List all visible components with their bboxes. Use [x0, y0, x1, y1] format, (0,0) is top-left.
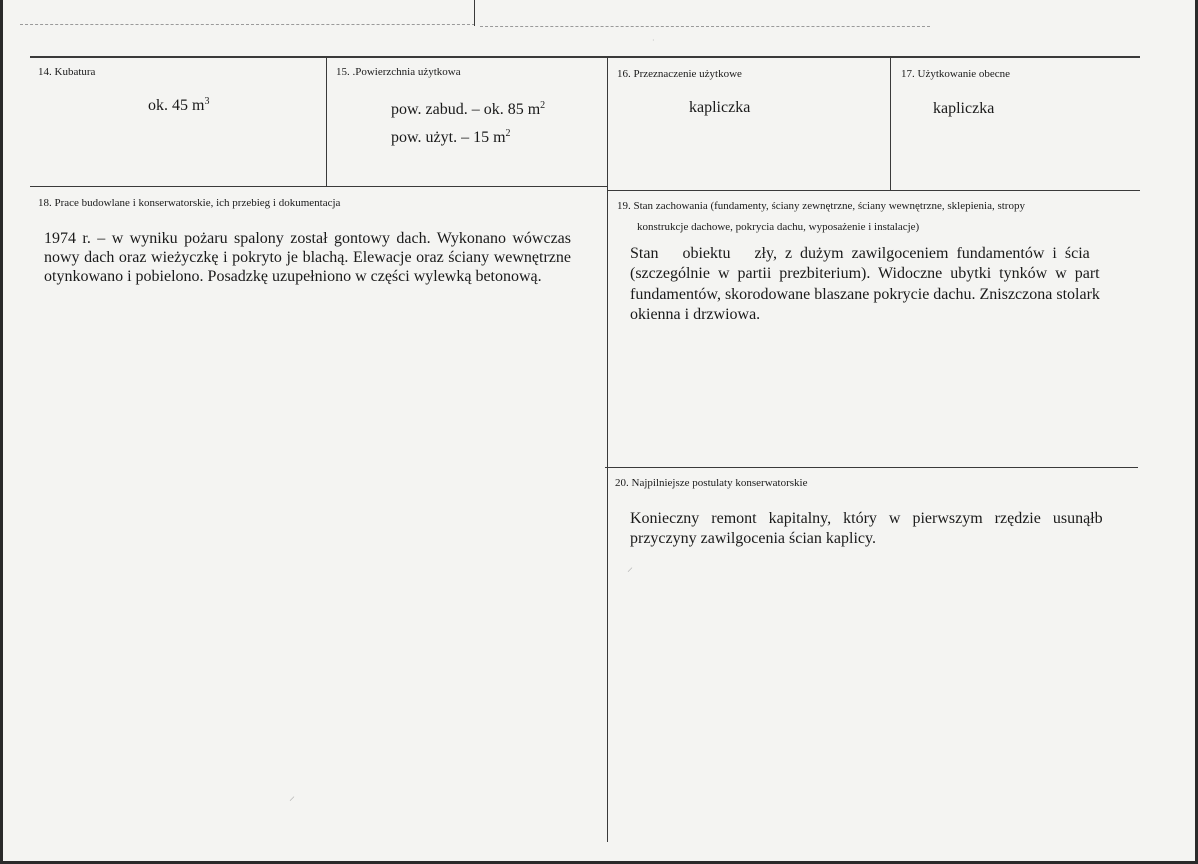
f15-line2-text: pow. użyt. – 15 m: [391, 129, 506, 146]
top-dashed-rule-right: [480, 26, 930, 27]
f15-line1: [391, 101, 545, 119]
scan-speck: ⸍: [627, 565, 634, 579]
f19-line-4: okienna i drzwiowa.: [630, 306, 761, 323]
f15-line1-text: pow. zabud. – ok. 85 m: [391, 101, 541, 118]
f17-label: 17. Użytkowanie obecne: [901, 68, 1011, 80]
table-top-rule: [30, 56, 1140, 58]
scan-speck: ·: [652, 36, 655, 45]
f19-line-3: fundamentów, skorodowane blaszane pokrycie dachu. Zniszczona stolark: [630, 286, 1100, 303]
f19-line-1: Stan obiektu zły, z dużym zawilgoceniem fundamentów i ścia: [630, 245, 1090, 262]
f14-label: 14. Kubatura: [38, 66, 96, 78]
f14-value-text: ok. 45 m: [148, 97, 205, 114]
f19-line-2: (szczególnie w partii prezbiterium). Widoczne ubytki tynków w part: [630, 265, 1100, 282]
f18-label: 18. Prace budowlane i konserwatorskie, ich przebieg i dokumentacja: [38, 197, 341, 209]
f17-value: kapliczka: [933, 100, 995, 117]
col-divider-main: [607, 57, 608, 842]
f20-label: 20. Najpilniejsze postulaty konserwatorskie: [615, 477, 808, 489]
row1-bottom-rule-right: [608, 190, 1140, 191]
f20-text: [630, 509, 1141, 553]
scan-speck: ⸍: [289, 794, 296, 808]
col-divider-1: [326, 57, 327, 187]
top-stub-divider: [474, 0, 475, 26]
f20-line-1: Konieczny remont kapitalny, który w pierwszym rzędzie usunąłb: [630, 510, 1103, 527]
f15-line2: [391, 129, 511, 147]
f20-line-2: przyczyny zawilgocenia ścian kaplicy.: [630, 530, 876, 547]
f19-label-line1: 19. Stan zachowania (fundamenty, ściany zewnętrzne, ściany wewnętrzne, sklepienia, stropy: [617, 200, 1025, 212]
f16-value: kapliczka: [689, 99, 751, 116]
f15-label: 15. .Powierzchnia użytkowa: [336, 66, 461, 78]
f19-text: [630, 244, 1141, 328]
f19-label-line2: konstrukcje dachowe, pokrycia dachu, wyposażenie i instalacje): [637, 221, 920, 233]
row1-bottom-rule-left: [30, 186, 608, 187]
f18-text: 1974 r. – w wyniku pożaru spalony został gontowy dach. Wykonano wówczas nowy dach oraz wieżyczkę i pokryto je blachą. Elewacje oraz ściany wewnętrzne otynkowano i pobielono. Posadzkę uzupełniono w części wylewką betonową.: [44, 230, 571, 285]
col-divider-3: [890, 57, 891, 191]
f20-top-rule: [605, 467, 1138, 468]
top-dashed-rule-left: [20, 24, 475, 25]
f14-value-sup: 3: [204, 96, 210, 107]
f15-line2-sup: 2: [505, 128, 511, 139]
f15-line1-sup: 2: [540, 100, 546, 111]
f16-label: 16. Przeznaczenie użytkowe: [617, 68, 742, 80]
scan-border-left: [0, 0, 3, 864]
f14-value: [148, 97, 209, 115]
